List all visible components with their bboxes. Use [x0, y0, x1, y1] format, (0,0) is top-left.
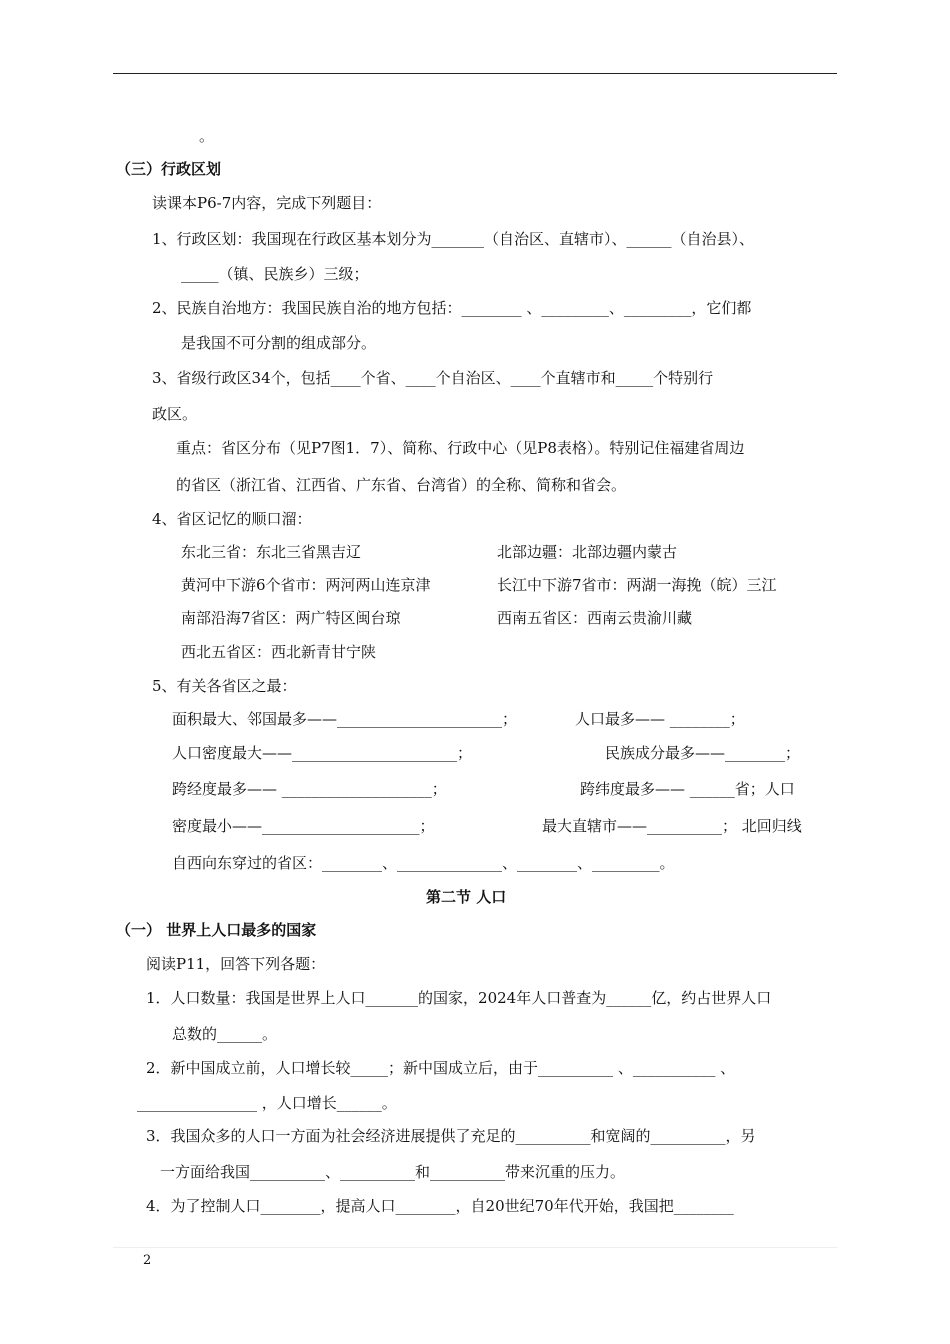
page-number: 2 [143, 1253, 152, 1268]
subsection-heading: （一） 世界上人口最多的国家 [116, 921, 317, 939]
header-rule [113, 73, 837, 74]
instruction-p11: 阅读P11，回答下列各题： [146, 955, 326, 973]
rhyme-yangtze: 长江中下游7省市：两湖一海挽（皖）三江 [497, 576, 777, 594]
question-4: 4、省区记忆的顺口溜： [152, 510, 312, 528]
rhyme-yellow-river: 黄河中下游6个省市：两河两山连京津 [181, 576, 431, 594]
key-point-cont: 的省区（浙江省、江西省、广东省、台湾省）的全称、简称和省会。 [176, 476, 627, 494]
section-heading-admin-division: （三）行政区划 [116, 160, 222, 178]
question-pop-3: 3．我国众多的人口一方面为社会经济进展提供了充足的__________和宽阔的__________，另 [146, 1127, 756, 1145]
question-2: 2、民族自治地方：我国民族自治的地方包括：________ 、_________、_________，它们都 [152, 299, 752, 317]
rhyme-southwest: 西南五省区：西南云贵渝川藏 [497, 609, 693, 627]
footer-rule [113, 1247, 837, 1248]
question-3: 3、省级行政区34个，包括____个省、____个自治区、____个直辖市和_____个特别行 [152, 369, 714, 387]
rhyme-northeast: 东北三省：东北三省黑吉辽 [181, 543, 362, 561]
question-pop-3-cont: 一方面给我国__________、__________和__________带来沉重的压力。 [160, 1163, 626, 1181]
rhyme-northwest: 西北五省区：西北新青甘宁陕 [181, 643, 377, 661]
superlative-area: 面积最大、邻国最多——______________________； [172, 710, 518, 728]
trailing-period: 。 [199, 127, 215, 145]
question-pop-1-cont: 总数的______。 [172, 1025, 278, 1043]
superlative-longitude: 跨经度最多—— ____________________； [172, 780, 447, 798]
rhyme-south: 南部沿海7省区：两广特区闽台琼 [181, 609, 401, 627]
superlative-municipality: 最大直辖市——__________； 北回归线 [542, 817, 802, 835]
superlative-density-max: 人口密度最大——______________________； [172, 744, 473, 762]
question-pop-2: 2．新中国成立前，人口增长较_____；新中国成立后，由于__________ 、___________ 、 [146, 1059, 736, 1077]
instruction: 读课本P6-7内容，完成下列题目： [152, 194, 382, 212]
superlative-population: 人口最多—— ________； [575, 710, 745, 728]
superlative-density-min: 密度最小——_____________________； [172, 817, 435, 835]
question-pop-2-cont: ________________ ，人口增长______。 [137, 1094, 397, 1112]
question-1-cont: _____（镇、民族乡）三级； [181, 265, 369, 283]
question-3-cont: 政区。 [152, 405, 198, 423]
superlative-ethnic: 民族成分最多——________； [605, 744, 801, 762]
rhyme-north: 北部边疆：北部边疆内蒙古 [497, 543, 678, 561]
question-pop-4: 4．为了控制人口________，提高人口________，自20世纪70年代开始，我国把________ [146, 1197, 734, 1215]
question-2-cont: 是我国不可分割的组成部分。 [181, 334, 377, 352]
section-title-population: 第二节 人口 [426, 888, 507, 906]
key-point: 重点：省区分布（见P7图1．7）、简称、行政中心（见P8表格）。特别记住福建省周边 [176, 439, 745, 457]
question-5: 5、有关各省区之最： [152, 677, 297, 695]
tropic-provinces: 自西向东穿过的省区：________、______________、________、_________。 [172, 854, 675, 872]
superlative-latitude: 跨纬度最多—— ______省；人口 [580, 780, 795, 798]
question-pop-1: 1．人口数量：我国是世界上人口_______的国家，2024年人口普查为______亿，约占世界人口 [146, 989, 772, 1007]
question-1: 1、行政区划：我国现在行政区基本划分为_______（自治区、直辖市）、______（自治县）、 [152, 230, 755, 248]
